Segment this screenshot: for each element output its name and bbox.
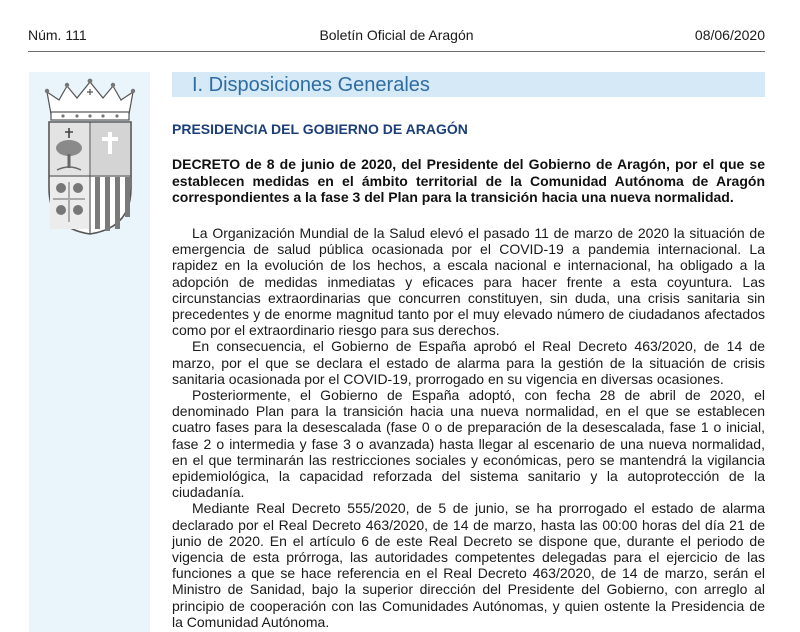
body-paragraph: Mediante Real Decreto 555/2020, de 5 de junio, se ha prorrogado el estado de alarma declarado por el Real Decreto 463/2020, de 14 de marzo, hasta las 00:00 horas del día 21 de junio de 2020. En el artículo 6 de este Real Decreto se dispone que, durante el periodo de vigencia de esta prórroga, las autoridades competentes delegadas para el ejercicio de las funciones a que se hace referencia en el Real Decreto 463/2020, de 14 de marzo, serán el Ministro de Sanidad, bajo la superior dirección del Presidente del Gobierno, con arreglo al principio de cooperación con las Comunidades Autónomas, y quien ostente la Presidencia de la Comunidad Autónoma.: [172, 500, 765, 630]
issue-number: Núm. 111: [28, 27, 87, 43]
section-banner: [172, 72, 765, 97]
document-body: [172, 225, 765, 630]
sidebar-panel: [29, 72, 150, 632]
page-header: [28, 27, 765, 52]
issuing-organization: PRESIDENCIA DEL GOBIERNO DE ARAGÓN: [172, 121, 468, 137]
publication-date: 08/06/2020: [694, 27, 765, 43]
decree-title: DECRETO de 8 de junio de 2020, del Presidente del Gobierno de Aragón, por el que se establecen medidas en el ámbito territorial de la Comunidad Autónoma de Aragón correspondientes a la fase 3 del Plan para la transición hacia una nueva normalidad.: [172, 156, 765, 205]
body-paragraph: Posteriormente, el Gobierno de España adoptó, con fecha 28 de abril de 2020, el denominado Plan para la transición hacia una nueva normalidad, en el que se establecen cuatro fases para la desescalada (fase 0 o de preparación de la desescalada, fase 1 o inicial, fase 2 o intermedia y fase 3 o avanzada) hasta llegar al escenario de una nueva normalidad, en el que terminarán las restricciones sociales y económicas, pero se mantendrá la vigilancia epidemiológica, la capacidad reforzada del sistema sanitario y la autoprotección de la ciudadanía.: [172, 387, 765, 501]
section-title: I. Disposiciones Generales: [192, 74, 430, 96]
aragon-coat-of-arms-icon: [39, 78, 141, 236]
publication-name: Boletín Oficial de Aragón: [319, 27, 474, 43]
body-paragraph: En consecuencia, el Gobierno de España aprobó el Real Decreto 463/2020, de 14 de marzo, por el que se declara el estado de alarma para la gestión de la situación de crisis sanitaria ocasionada por el COVID-19, prorrogado en su vigencia en diversas ocasiones.: [172, 338, 765, 387]
body-paragraph: La Organización Mundial de la Salud elevó el pasado 11 de marzo de 2020 la situación de emergencia de salud pública ocasionada por el COVID-19 a pandemia internacional. La rapidez en la evolución de los hechos, a escala nacional e internacional, ha obligado a la adopción de medidas inmediatas y eficaces para hacer frente a esta coyuntura. Las circunstancias extraordinarias que concurren constituyen, sin duda, una crisis sanitaria sin precedentes y de enorme magnitud tanto por el muy elevado número de ciudadanos afectados como por el extraordinario riesgo para sus derechos.: [172, 225, 765, 339]
